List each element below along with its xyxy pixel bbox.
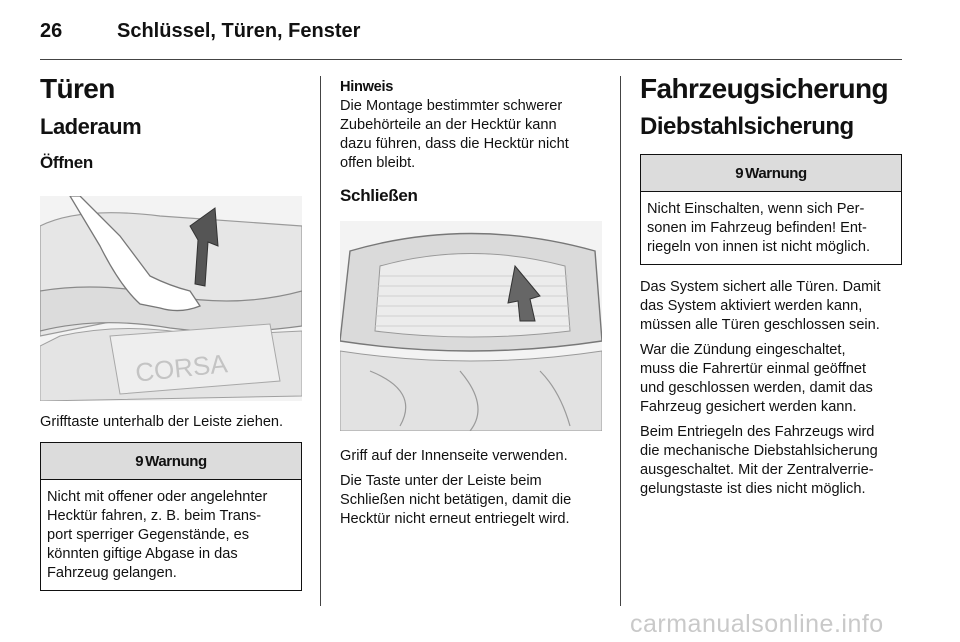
paragraph-line: Das System sichert alle Türen. Damit [640,279,881,295]
warning-line: Hecktür fahren, z. B. beim Trans- [47,508,262,524]
heading-schliessen: Schließen [340,186,418,205]
note-text [340,97,602,173]
note-title: Hinweis [340,79,394,95]
section-title-fahrzeugsicherung: Fahrzeugsicherung [640,73,889,104]
column-middle [340,78,602,529]
note-line: Zubehörteile an der Hecktür kann [340,117,557,133]
paragraph-line: und geschlossen werden, damit das [640,380,873,396]
paragraph-line: gelungstaste ist dies nicht möglich. [640,481,866,497]
warning-header [41,443,301,480]
section-title-tueren: Türen [40,73,115,104]
paragraph-line: müssen alle Türen geschlossen sein. [640,317,880,333]
paragraph-system [640,278,902,335]
paragraph-line: Hecktür nicht erneut entriegelt wird. [340,511,570,527]
paragraph-entriegeln [640,423,902,499]
column-left [40,72,302,591]
paragraph-griff: Griff auf der Innenseite verwenden. [340,448,568,464]
warning-line: sonen im Fahrzeug befinden! Ent- [647,220,867,236]
subtitle-diebstahlsicherung: Diebstahlsicherung [640,113,854,140]
paragraph-line: Die Taste unter der Leiste beim [340,473,542,489]
warning-box-left [40,442,302,591]
warning-line: könnten giftige Abgase in das [47,546,238,562]
column-divider-1 [320,76,321,606]
paragraph-line: Schließen nicht betätigen, damit die [340,492,572,508]
warning-triangle-icon: 9 [735,164,744,182]
caption-oeffnen: Grifftaste unterhalb der Leiste ziehen. [40,414,284,430]
warning-line: Fahrzeug gelangen. [47,565,177,581]
note-line: Die Montage bestimmter schwerer [340,98,563,114]
paragraph-line: War die Zündung eingeschaltet, [640,342,846,358]
note-line: offen bleibt. [340,155,416,171]
warning-box-right [640,154,902,265]
paragraph-line: das System aktiviert werden kann, [640,298,863,314]
paragraph-line: ausgeschaltet. Mit der Zentralverrie- [640,462,874,478]
paragraph-taste [340,472,602,529]
header-rule [40,59,902,60]
warning-triangle-icon: 9 [135,452,144,470]
warning-text [641,192,901,264]
paragraph-line: Beim Entriegeln des Fahrzeugs wird [640,424,875,440]
license-plate-text: CORSA [133,348,229,388]
chapter-title: Schlüssel, Türen, Fenster [117,20,361,42]
warning-line: port sperriger Gegenstände, es [47,527,249,543]
column-right [640,72,902,499]
heading-oeffnen: Öffnen [40,153,93,172]
warning-header [641,155,901,192]
warning-text [41,480,301,590]
illustration-tailgate-close [340,221,602,431]
illustration-tailgate-open [40,196,302,401]
warning-label: Warnung [145,452,207,470]
warning-line: Nicht Einschalten, wenn sich Per- [647,201,865,217]
page-number: 26 [40,20,63,42]
warning-label: Warnung [745,164,807,182]
paragraph-line: Fahrzeug gesichert werden kann. [640,399,857,415]
paragraph-line: muss die Fahrertür einmal geöffnet [640,361,867,377]
subtitle-laderaum: Laderaum [40,114,142,139]
note-line: dazu führen, dass die Hecktür nicht [340,136,569,152]
paragraph-zuendung [640,341,902,417]
warning-line: Nicht mit offener oder angelehnter [47,489,268,505]
warning-line: riegeln von innen ist nicht möglich. [647,239,871,255]
column-divider-2 [620,76,621,606]
paragraph-line: die mechanische Diebstahlsicherung [640,443,878,459]
watermark: carmanualsonline.info [630,610,884,638]
